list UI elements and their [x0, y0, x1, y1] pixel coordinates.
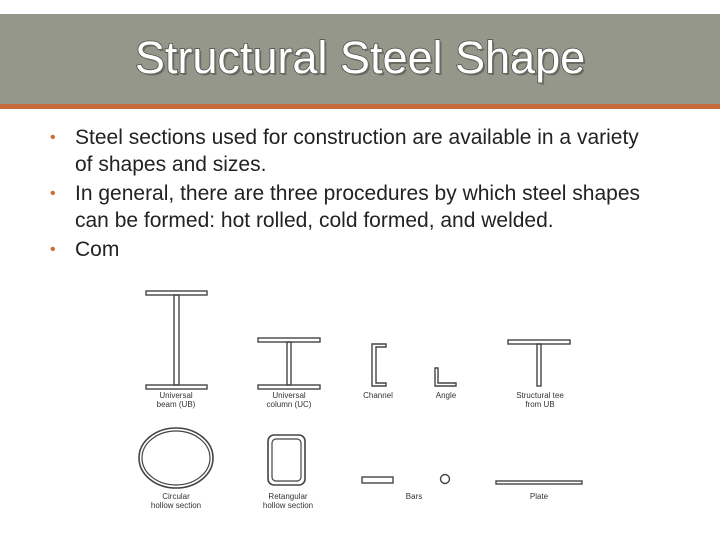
rectangular-hollow-label-line2: hollow section	[262, 501, 314, 510]
top-strip	[0, 0, 720, 14]
universal-column-icon	[258, 338, 320, 389]
universal-beam-icon	[146, 291, 207, 389]
universal-column-label-line2: column (UC)	[266, 400, 312, 409]
universal-beam-label-line2: beam (UB)	[156, 400, 196, 409]
bullet-text: In general, there are three procedures by which steel shapes can be formed: hot rolled, cold formed, and welded.	[75, 182, 641, 232]
bars-label: Bars	[405, 492, 423, 501]
bullet-item	[50, 180, 660, 234]
universal-beam-label-line1: Universal	[159, 391, 193, 400]
bullet-dot-icon: •	[50, 241, 56, 258]
universal-column-label-line1: Universal	[272, 391, 306, 400]
slide-title: Structural Steel Shape	[134, 32, 586, 83]
angle-label: Angle	[435, 391, 457, 400]
structural-tee-label-line1: Structural tee	[516, 391, 564, 400]
circular-hollow-label-line2: hollow section	[150, 501, 202, 510]
plate-label: Plate	[529, 492, 549, 501]
angle-icon	[435, 368, 456, 386]
channel-icon	[372, 344, 386, 386]
bullet-item	[50, 124, 660, 178]
circular-hollow-section-icon	[139, 428, 213, 488]
bullet-dot-icon: •	[50, 185, 56, 202]
structural-tee-icon	[508, 340, 570, 386]
plate-icon	[496, 481, 582, 484]
bullet-item	[50, 236, 660, 263]
title-accent-line	[0, 104, 720, 109]
bullet-text: Com	[75, 238, 120, 261]
bullet-list	[50, 124, 660, 265]
structural-tee-label-line2: from UB	[525, 400, 555, 409]
channel-label: Channel	[363, 391, 393, 400]
steel-shapes-figure	[116, 282, 616, 522]
bars-icon	[362, 475, 450, 484]
bullet-text: Steel sections used for construction are available in a variety of shapes and sizes.	[75, 126, 639, 176]
circular-hollow-label-line1: Circular	[162, 492, 190, 501]
rectangular-hollow-section-icon	[268, 435, 305, 485]
bullet-dot-icon: •	[50, 129, 56, 146]
rectangular-hollow-label-line1: Retangular	[268, 492, 308, 501]
